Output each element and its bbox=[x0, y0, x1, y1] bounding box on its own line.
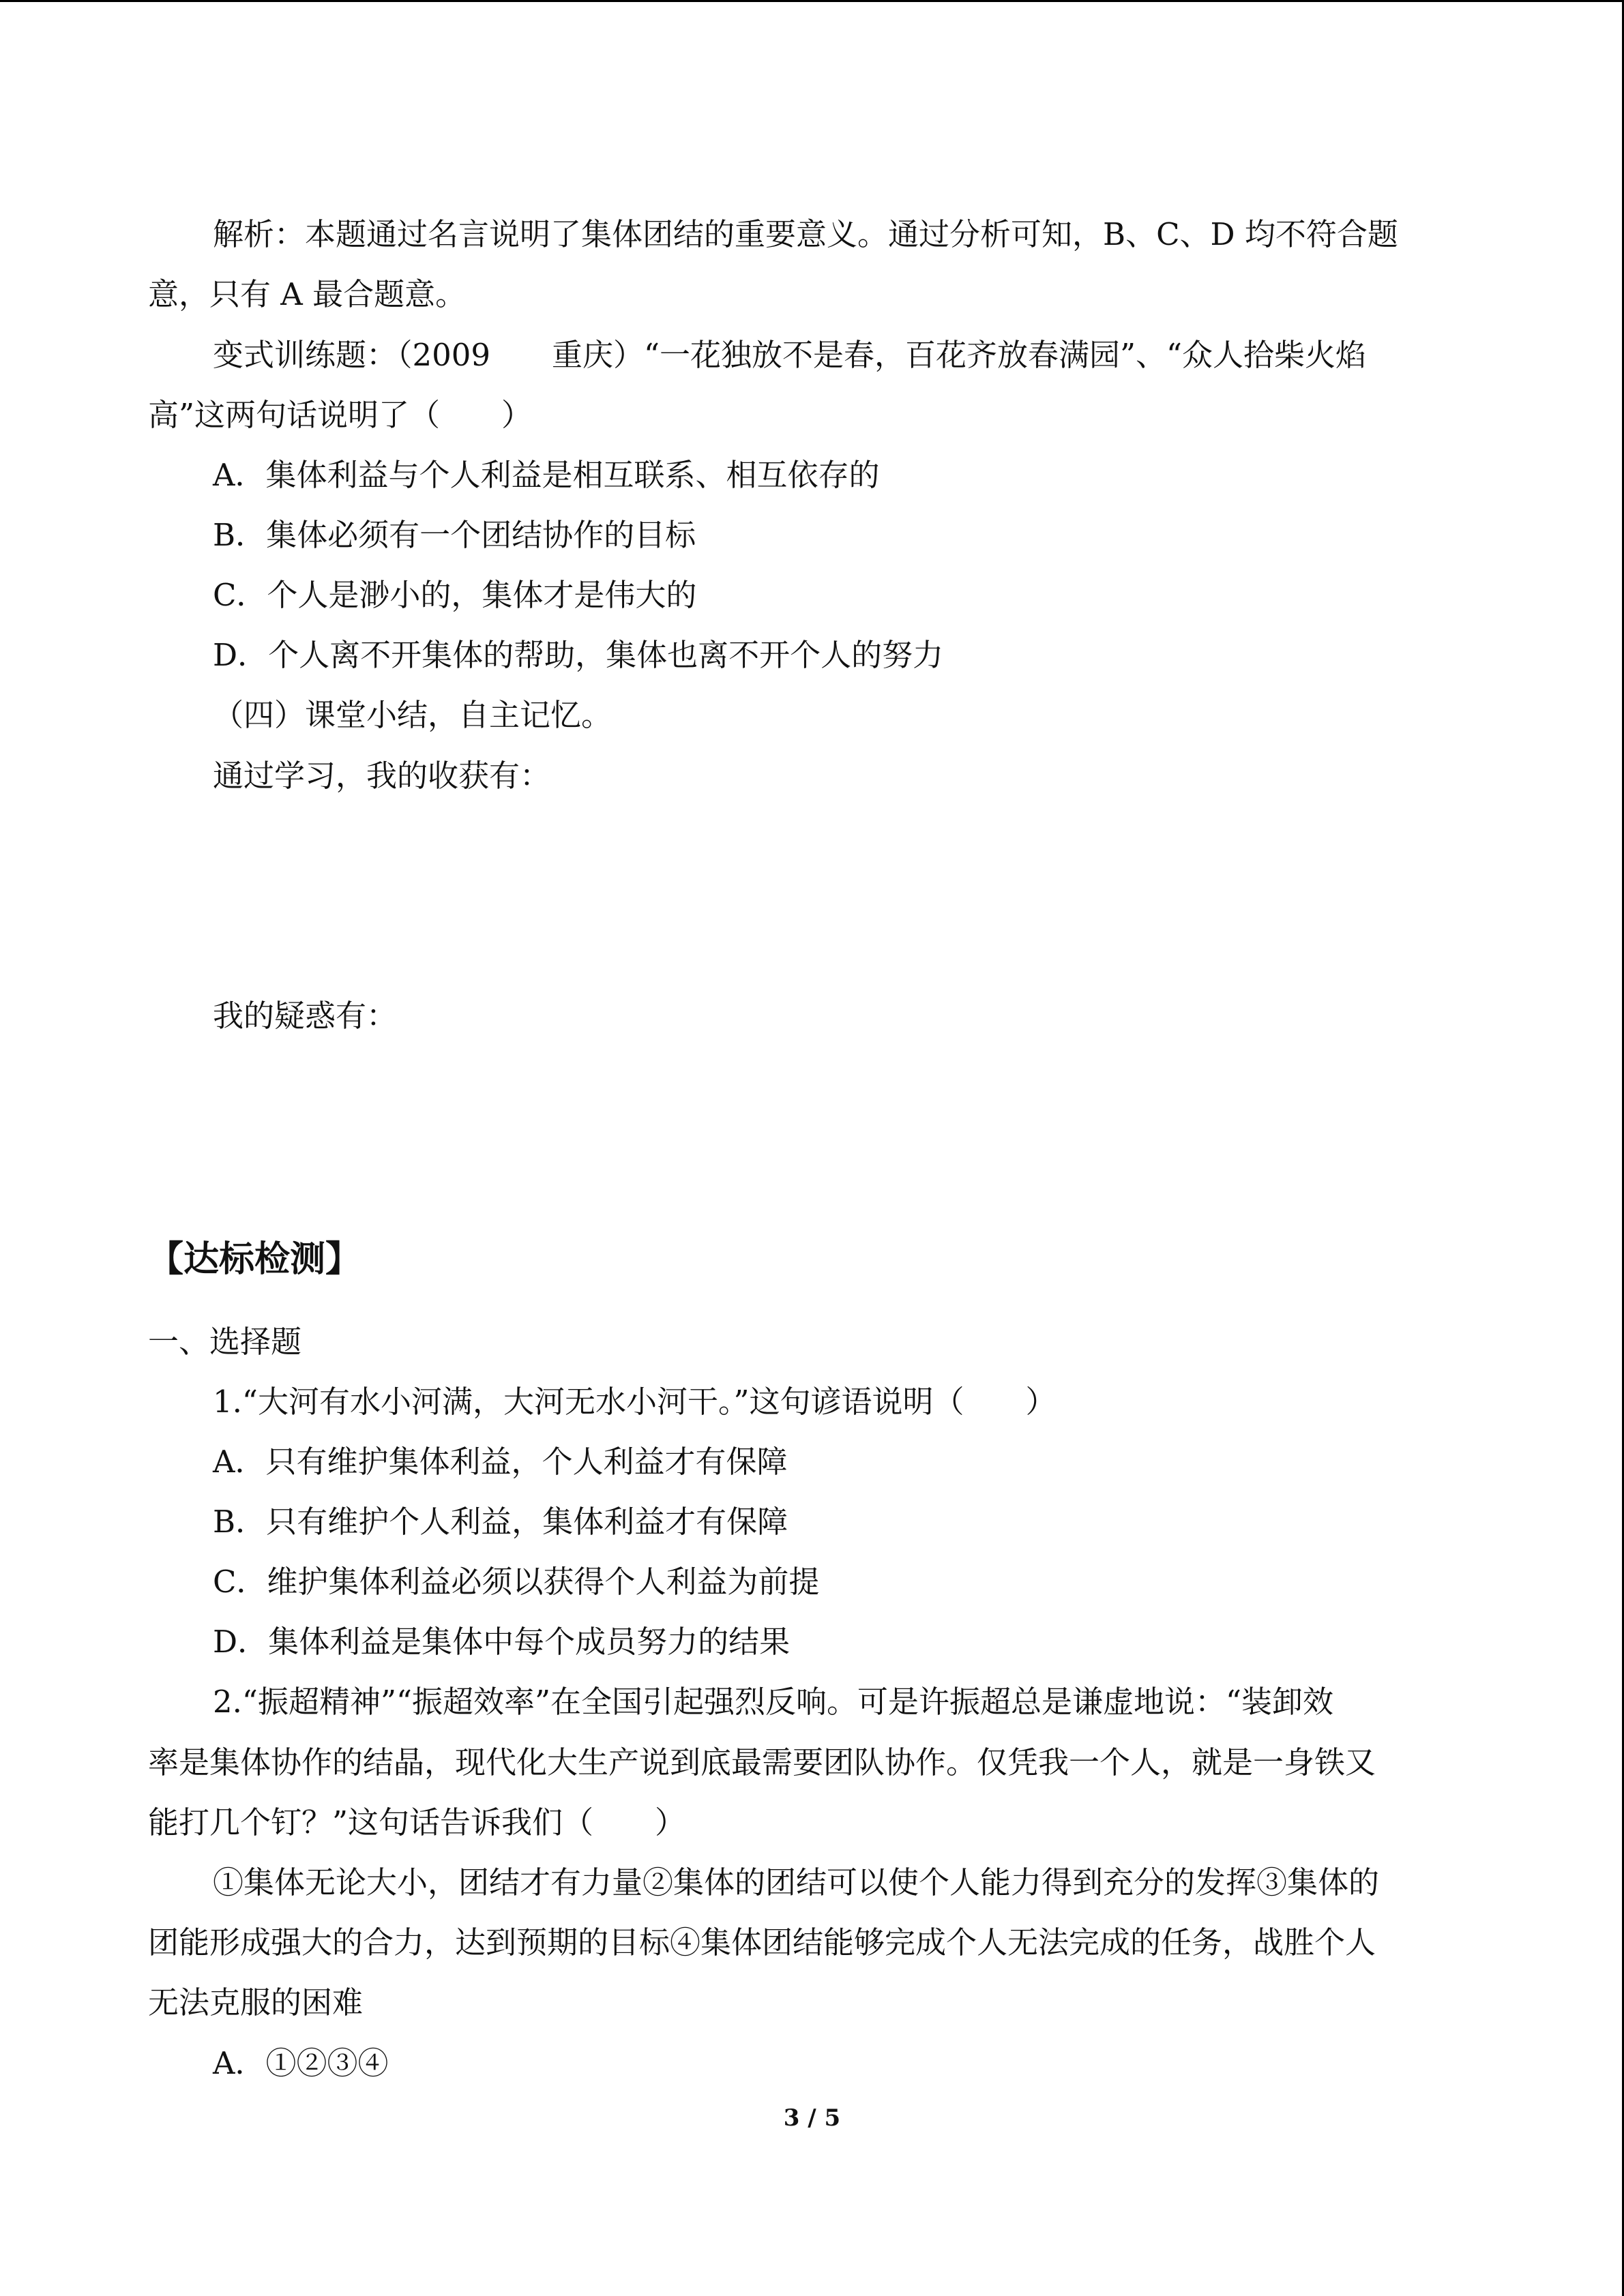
q1-option-a: A．只有维护集体利益，个人利益才有保障 bbox=[213, 1444, 788, 1480]
variant-option-c: C．个人是渺小的，集体才是伟大的 bbox=[213, 577, 697, 613]
page-number: 3 / 5 bbox=[783, 2104, 841, 2132]
section-heading: 【达标检测】 bbox=[148, 1238, 361, 1280]
q2-stem-line-2: 率是集体协作的结晶，现代化大生产说到底最需要团队协作。仅凭我一个人，就是一身铁又 bbox=[148, 1744, 1376, 1780]
q2-option-a: A．①②③④ bbox=[213, 2045, 389, 2081]
q2-statement-line-3: 无法克服的困难 bbox=[148, 1984, 364, 2021]
q2-statement-line-2: 团能形成强大的合力，达到预期的目标④集体团结能够完成个人无法完成的任务，战胜个人 bbox=[148, 1924, 1376, 1960]
analysis-line-2: 意，只有 A 最合题意。 bbox=[148, 276, 467, 312]
variant-option-a: A．集体利益与个人利益是相互联系、相互依存的 bbox=[213, 457, 880, 493]
variant-line-2: 高”这两句话说明了（ ） bbox=[148, 397, 533, 433]
doubts-label: 我的疑惑有： bbox=[213, 998, 398, 1034]
analysis-line-1: 解析：本题通过名言说明了集体团结的重要意义。通过分析可知，B、C、D 均不符合题 bbox=[213, 216, 1398, 252]
gains-label: 通过学习，我的收获有： bbox=[213, 758, 551, 794]
variant-line-1: 变式训练题：（2009 重庆）“一花独放不是春，百花齐放春满园”、“众人拾柴火焰 bbox=[213, 337, 1367, 373]
q2-stem-line-1: 2.“振超精神”“振超效率”在全国引起强烈反响。可是许振超总是谦虚地说：“装卸效 bbox=[213, 1684, 1333, 1720]
q2-statement-line-1: ①集体无论大小，团结才有力量②集体的团结可以使个人能力得到充分的发挥③集体的 bbox=[213, 1864, 1380, 1900]
variant-option-b: B．集体必须有一个团结协作的目标 bbox=[213, 517, 696, 553]
variant-option-d: D．个人离不开集体的帮助，集体也离不开个人的努力 bbox=[213, 637, 944, 673]
q1-option-b: B．只有维护个人利益，集体利益才有保障 bbox=[213, 1504, 788, 1540]
q2-stem-line-3: 能打几个钉？”这句话告诉我们（ ） bbox=[148, 1804, 686, 1840]
summary-title: （四）课堂小结，自主记忆。 bbox=[213, 697, 612, 733]
part-title: 一、选择题 bbox=[148, 1324, 302, 1360]
q1-option-c: C．维护集体利益必须以获得个人利益为前提 bbox=[213, 1564, 820, 1600]
q1-stem: 1.“大河有水小河满，大河无水小河干。”这句谚语说明（ ） bbox=[213, 1384, 1057, 1420]
q1-option-d: D．集体利益是集体中每个成员努力的结果 bbox=[213, 1624, 791, 1660]
page-border-top bbox=[0, 0, 1624, 2]
